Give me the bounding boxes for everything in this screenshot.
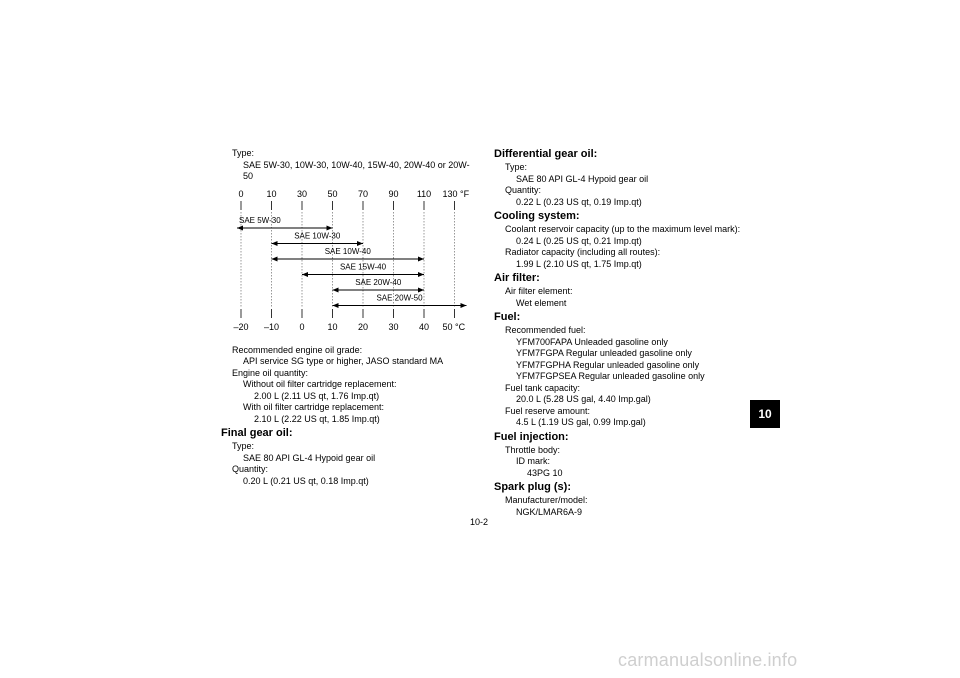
manufacturer-label: Manufacturer/model: — [505, 495, 588, 505]
oil-quantity-label: Engine oil quantity: — [232, 367, 309, 378]
differential-heading: Differential gear oil: — [494, 148, 598, 160]
engine-oil-column — [221, 148, 473, 487]
coolant-label: Coolant reservoir capacity (up to the maximum level mark): — [505, 224, 741, 234]
spark-plug-heading: Spark plug (s): — [494, 481, 572, 493]
id-mark-label: ID mark: — [516, 456, 551, 466]
reserve-value: 4.5 L (1.19 US gal, 0.99 Imp.gal) — [516, 417, 646, 427]
fuel-heading: Fuel: — [494, 311, 521, 323]
fahrenheit-tick-label: 110 — [416, 188, 432, 199]
celsius-tick-label: –20 — [233, 321, 249, 332]
fahrenheit-tick-label: 90 — [388, 188, 399, 199]
specs-column — [494, 148, 764, 518]
page-number: 10-2 — [470, 517, 489, 527]
fahrenheit-tick-label: 70 — [357, 188, 369, 199]
final-type-label: Type: — [232, 441, 255, 451]
air-element-value: Wet element — [516, 297, 567, 308]
celsius-tick-label: –10 — [263, 321, 280, 332]
air-filter-heading: Air filter: — [494, 272, 540, 284]
manufacturer-value: NGK/LMAR6A-9 — [516, 506, 583, 517]
viscosity-bar-arrow — [333, 287, 339, 292]
celsius-tick-label: 10 — [327, 321, 338, 332]
throttle-label: Throttle body: — [505, 444, 561, 455]
viscosity-bar-label: SAE 20W-50 — [376, 293, 423, 302]
celsius-tick-label: 0 — [299, 321, 305, 332]
diff-quantity-label: Quantity: — [505, 185, 542, 195]
final-type-value: SAE 80 API GL-4 Hypoid gear oil — [243, 452, 376, 463]
coolant-value: 0.24 L (0.25 US qt, 0.21 Imp.qt) — [516, 235, 642, 246]
viscosity-bar-label: SAE 10W-40 — [324, 246, 371, 256]
recommended-grade-label: Recommended engine oil grade: — [232, 344, 363, 355]
viscosity-bar-arrow — [272, 256, 278, 261]
viscosity-bar-arrow — [327, 225, 333, 230]
fuel-injection-heading: Fuel injection: — [494, 430, 569, 443]
viscosity-bar-label: SAE 15W-40 — [339, 262, 387, 271]
viscosity-bar-arrow — [237, 225, 243, 230]
type-label: Type: — [232, 148, 255, 158]
fuel-model-3: YFM7FGPHA Regular unleaded gasoline only — [516, 359, 700, 370]
fahrenheit-tick-label: 0 — [238, 188, 244, 199]
with-filter-label: With oil filter cartridge replacement: — [243, 402, 385, 412]
fuel-recommended-label: Recommended fuel: — [505, 325, 586, 335]
celsius-tick-label: 30 — [388, 321, 399, 332]
type-value-line2: 50 — [243, 171, 254, 181]
celsius-tick-label: 50 °C — [442, 321, 466, 332]
with-filter-value: 2.10 L (2.22 US qt, 1.85 Imp.qt) — [254, 413, 380, 424]
chapter-tab: 10 — [750, 400, 780, 428]
fuel-model-2: YFM7FGPA Regular unleaded gasoline only — [516, 348, 692, 358]
viscosity-bar-label: SAE 5W-30 — [239, 215, 281, 225]
celsius-tick-label: 40 — [418, 321, 430, 332]
without-filter-label: Without oil filter cartridge replacement: — [243, 379, 397, 389]
diff-type-value: SAE 80 API GL-4 Hypoid gear oil — [516, 173, 649, 184]
watermark: carmanualsonline.info — [618, 650, 798, 670]
cooling-heading: Cooling system: — [494, 210, 580, 222]
diff-quantity-value: 0.22 L (0.23 US qt, 0.19 Imp.qt) — [516, 196, 642, 207]
fuel-model-1: YFM700FAPA Unleaded gasoline only — [516, 336, 668, 347]
viscosity-bar-arrow — [333, 303, 339, 308]
recommended-grade-value: API service SG type or higher, JASO standard MA — [243, 356, 444, 366]
diff-type-label: Type: — [505, 162, 528, 172]
viscosity-bar-arrow — [272, 241, 278, 246]
celsius-tick-label: 20 — [357, 321, 369, 332]
final-quantity-value: 0.20 L (0.21 US qt, 0.18 Imp.qt) — [243, 475, 369, 486]
id-mark-value: 43PG 10 — [527, 467, 563, 478]
fuel-model-4: YFM7FGPSEA Regular unleaded gasoline only — [516, 371, 705, 381]
viscosity-bar-arrow — [418, 287, 424, 292]
reserve-label: Fuel reserve amount: — [505, 405, 591, 416]
viscosity-bar-arrow — [418, 272, 424, 277]
fahrenheit-tick-labels — [238, 189, 469, 199]
radiator-label: Radiator capacity (including all routes): — [505, 247, 661, 257]
oil-viscosity-chart — [221, 189, 473, 337]
viscosity-bar-label: SAE 10W-30 — [294, 231, 341, 240]
final-quantity-label: Quantity: — [232, 464, 269, 474]
celsius-tick-labels — [233, 322, 465, 332]
tank-label: Fuel tank capacity: — [505, 382, 581, 393]
radiator-value: 1.99 L (2.10 US qt, 1.75 Imp.qt) — [516, 258, 642, 269]
viscosity-bar-arrow — [418, 256, 424, 261]
viscosity-bar-label: SAE 20W-40 — [355, 277, 402, 287]
viscosity-bar-arrow — [461, 303, 467, 308]
fahrenheit-tick-label: 50 — [327, 188, 338, 199]
final-gear-heading: Final gear oil: — [221, 427, 293, 439]
fahrenheit-tick-label: 10 — [266, 188, 277, 199]
viscosity-bar-arrow — [357, 241, 363, 246]
viscosity-bar-arrow — [302, 272, 308, 277]
without-filter-value: 2.00 L (2.11 US qt, 1.76 Imp.qt) — [254, 390, 380, 401]
air-element-label: Air filter element: — [505, 286, 573, 296]
fahrenheit-tick-label: 130 °F — [442, 188, 470, 199]
type-value-line1: SAE 5W-30, 10W-30, 10W-40, 15W-40, 20W-40 or 20W- — [243, 159, 470, 170]
fahrenheit-tick-label: 30 — [296, 188, 308, 199]
tank-value: 20.0 L (5.28 US gal, 4.40 Imp.gal) — [516, 394, 651, 404]
